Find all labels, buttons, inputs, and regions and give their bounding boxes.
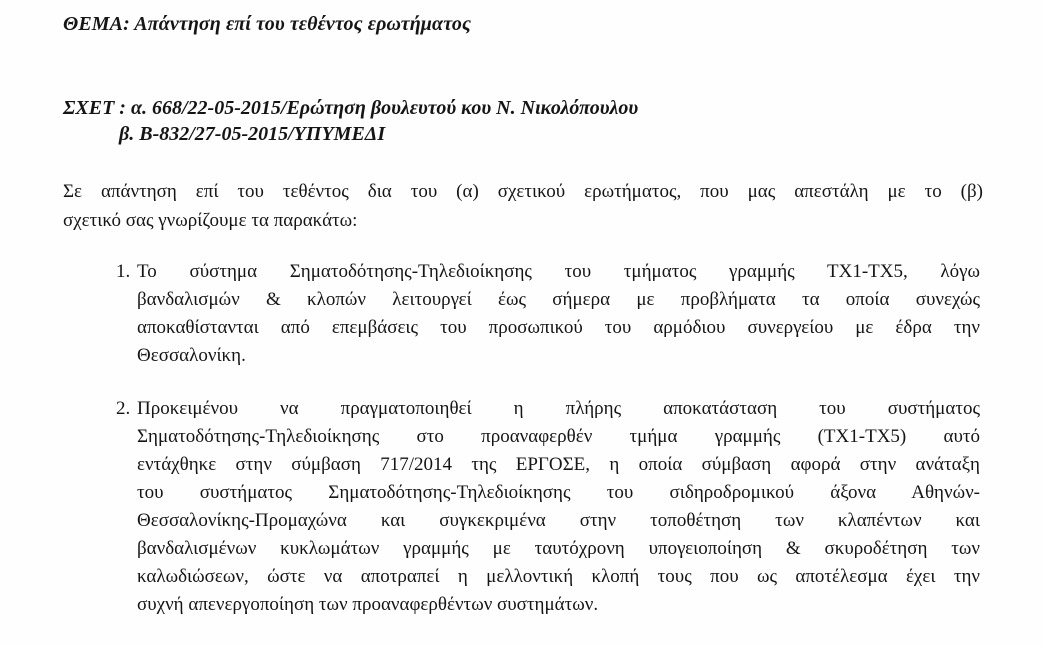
- list-item-line: εντάχθηκε στην σύμβαση 717/2014 της ΕΡΓΟΣΕ, η οποία σύμβαση αφορά στην ανάταξη: [137, 454, 980, 475]
- intro-line: Σε απάντηση επί του τεθέντος δια του (α) σχετικού ερωτήματος, που μας απεστάλη με το (β): [63, 181, 983, 202]
- list-item-line: Θεσσαλονίκης-Προμαχώνα και συγκεκριμένα στην τοποθέτηση των κλαπέντων και: [137, 510, 980, 531]
- list-item-body: [137, 258, 980, 370]
- list-item-line: Σηματοδότησης-Τηλεδιοίκησης στο προαναφερθέν τμήμα γραμμής (ΤΧ1-ΤΧ5) αυτό: [137, 426, 980, 447]
- reference-b: β. Β-832/27-05-2015/ΥΠΥΜΕΔΙ: [119, 123, 386, 145]
- subject-heading: ΘΕΜΑ: Απάντηση επί του τεθέντος ερωτήματος: [63, 13, 472, 35]
- list-item-line: βανδαλισμένων κυκλωμάτων γραμμής με ταυτόχρονη υπογειοποίηση & σκυροδέτηση των: [137, 538, 980, 559]
- list-item-line: συχνή απενεργοποίηση των προαναφερθέντων συστημάτων.: [137, 594, 599, 615]
- list-item-line: καλωδιώσεων, ώστε να αποτραπεί η μελλοντική κλοπή τους που ως αποτέλεσμα έχει την: [137, 566, 980, 587]
- list-item-line: Το σύστημα Σηματοδότησης-Τηλεδιοίκησης του τμήματος γραμμής ΤΧ1-ΤΧ5, λόγω: [137, 261, 980, 282]
- list-item-line: Προκειμένου να πραγματοποιηθεί η πλήρης αποκατάσταση του συστήματος: [137, 398, 980, 419]
- list-item-line: αποκαθίστανται από επεμβάσεις του προσωπικού του αρμόδιου συνεργείου με έδρα την: [137, 317, 980, 338]
- list-item-line: Θεσσαλονίκη.: [137, 345, 246, 366]
- list-item-number: 1.: [116, 261, 131, 282]
- intro-line: σχετικό σας γνωρίζουμε τα παρακάτω:: [63, 210, 358, 231]
- list-item-number: 2.: [116, 398, 131, 419]
- references-block: [63, 95, 638, 147]
- list-item-line: βανδαλισμών & κλοπών λειτουργεί έως σήμερα με προβλήματα τα οποία συνεχώς: [137, 289, 980, 310]
- list-item-line: του συστήματος Σηματοδότησης-Τηλεδιοίκησης του σιδηροδρομικού άξονα Αθηνών-: [137, 482, 980, 503]
- reference-a: ΣΧΕΤ : α. 668/22-05-2015/Ερώτηση βουλευτού κου Ν. Νικολόπουλου: [63, 97, 639, 119]
- list-item-body: [137, 395, 980, 619]
- intro-paragraph: [63, 177, 983, 235]
